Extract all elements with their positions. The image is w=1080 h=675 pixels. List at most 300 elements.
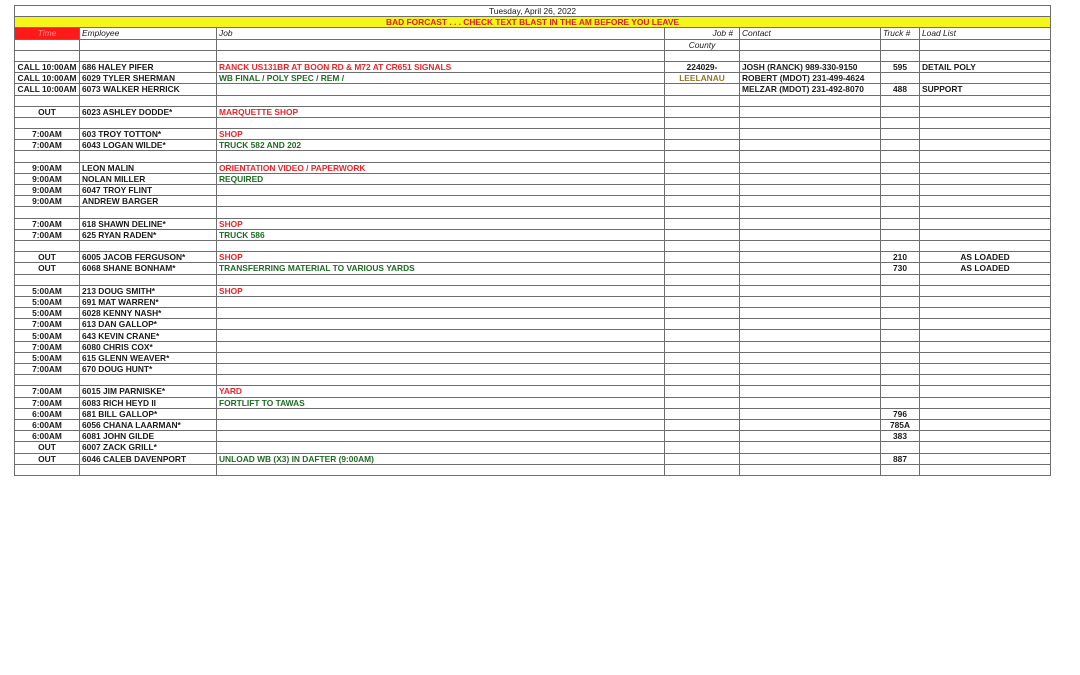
county-column-header: County (665, 39, 740, 50)
job-number-cell (665, 442, 740, 453)
column-subheader-row (15, 39, 1051, 50)
table-row (15, 173, 1051, 184)
job-cell: FORTLIFT TO TAWAS (217, 397, 665, 408)
job-cell (217, 151, 665, 162)
load-list-cell (920, 173, 1051, 184)
load-list-cell (920, 196, 1051, 207)
truck-cell: 796 (881, 408, 920, 419)
time-cell: 5:00AM (15, 352, 80, 363)
truck-cell (881, 274, 920, 285)
job-cell (217, 117, 665, 128)
table-row (15, 352, 1051, 363)
job-cell (217, 431, 665, 442)
schedule-sheet (14, 5, 1050, 476)
contact-cell (740, 185, 881, 196)
load-list-cell (920, 464, 1051, 475)
employee-cell: ANDREW BARGER (80, 196, 217, 207)
truck-cell (881, 386, 920, 397)
contact-cell (740, 240, 881, 251)
job-number-cell (665, 240, 740, 251)
load-list-cell: DETAIL POLY (920, 61, 1051, 72)
employee-cell: 618 SHAWN DELINE* (80, 218, 217, 229)
load-list-cell (920, 296, 1051, 307)
job-cell: SHOP (217, 129, 665, 140)
job-cell (217, 375, 665, 386)
time-cell: OUT (15, 263, 80, 274)
load-list-cell (920, 285, 1051, 296)
contact-cell (740, 308, 881, 319)
employee-cell: 6029 TYLER SHERMAN (80, 73, 217, 84)
spacer-row (15, 151, 1051, 162)
load-list-column-header: Load List (920, 28, 1051, 39)
time-cell: 5:00AM (15, 330, 80, 341)
time-cell: 7:00AM (15, 341, 80, 352)
load-list-cell (920, 386, 1051, 397)
load-list-cell (920, 129, 1051, 140)
time-cell (15, 274, 80, 285)
employee-cell: 6073 WALKER HERRICK (80, 84, 217, 95)
contact-cell (740, 117, 881, 128)
table-row (15, 341, 1051, 352)
contact-cell (740, 408, 881, 419)
table-row (15, 162, 1051, 173)
truck-cell (881, 95, 920, 106)
spacer-row (15, 207, 1051, 218)
job-column-header: Job (217, 28, 665, 39)
truck-cell (881, 319, 920, 330)
employee-cell: 6068 SHANE BONHAM* (80, 263, 217, 274)
job-cell (217, 296, 665, 307)
employee-cell: 6043 LOGAN WILDE* (80, 140, 217, 151)
table-row (15, 296, 1051, 307)
time-cell: 6:00AM (15, 419, 80, 430)
job-cell (217, 240, 665, 251)
job-number-cell (665, 185, 740, 196)
time-cell: 5:00AM (15, 296, 80, 307)
load-list-cell (920, 117, 1051, 128)
date-row (15, 6, 1051, 17)
table-row (15, 229, 1051, 240)
load-list-cell (920, 274, 1051, 285)
table-row (15, 61, 1051, 72)
job-number-cell (665, 84, 740, 95)
table-row (15, 129, 1051, 140)
contact-cell (740, 173, 881, 184)
job-number-cell (665, 140, 740, 151)
truck-cell: 730 (881, 263, 920, 274)
contact-cell (740, 95, 881, 106)
contact-cell (740, 207, 881, 218)
time-cell: 6:00AM (15, 408, 80, 419)
time-cell: 9:00AM (15, 196, 80, 207)
contact-cell (740, 397, 881, 408)
employee-cell: 6081 JOHN GILDE (80, 431, 217, 442)
job-number-cell (665, 151, 740, 162)
contact-cell (740, 263, 881, 274)
job-number-cell (665, 296, 740, 307)
truck-cell (881, 129, 920, 140)
job-number-cell (665, 117, 740, 128)
job-number-cell (665, 218, 740, 229)
time-cell (15, 375, 80, 386)
truck-column-header: Truck # (881, 28, 920, 39)
job-cell (217, 308, 665, 319)
load-list-cell (920, 431, 1051, 442)
time-cell (15, 464, 80, 475)
employee-cell: 6046 CALEB DAVENPORT (80, 453, 217, 464)
employee-cell: 670 DOUG HUNT* (80, 364, 217, 375)
time-cell (15, 151, 80, 162)
truck-cell (881, 117, 920, 128)
employee-cell (80, 274, 217, 285)
contact-cell (740, 352, 881, 363)
truck-cell (881, 207, 920, 218)
employee-cell: 6007 ZACK GRILL* (80, 442, 217, 453)
job-number-cell (665, 274, 740, 285)
job-number-cell (665, 129, 740, 140)
employee-cell: 681 BILL GALLOP* (80, 408, 217, 419)
job-cell (217, 196, 665, 207)
load-list-cell (920, 218, 1051, 229)
time-cell: 9:00AM (15, 173, 80, 184)
employee-cell (80, 207, 217, 218)
job-number-cell (665, 431, 740, 442)
time-cell (15, 50, 80, 61)
table-row (15, 364, 1051, 375)
truck-cell (881, 185, 920, 196)
time-cell: 5:00AM (15, 308, 80, 319)
truck-cell: 595 (881, 61, 920, 72)
contact-cell (740, 218, 881, 229)
table-row (15, 285, 1051, 296)
job-number-cell: 224029- (665, 61, 740, 72)
truck-cell (881, 364, 920, 375)
table-row (15, 84, 1051, 95)
load-list-cell (920, 207, 1051, 218)
job-number-cell (665, 95, 740, 106)
banner-row (15, 17, 1051, 28)
job-number-cell (665, 252, 740, 263)
contact-cell (740, 162, 881, 173)
truck-cell (881, 341, 920, 352)
job-number-cell (665, 308, 740, 319)
load-list-cell (920, 240, 1051, 251)
load-list-cell (920, 419, 1051, 430)
job-number-cell: LEELANAU (665, 73, 740, 84)
job-number-cell (665, 319, 740, 330)
spacer-row (15, 117, 1051, 128)
truck-cell: 383 (881, 431, 920, 442)
load-list-cell (920, 352, 1051, 363)
schedule-date: Tuesday, April 26, 2022 (15, 6, 1051, 17)
time-cell: OUT (15, 106, 80, 117)
spacer-row (15, 50, 1051, 61)
job-cell: RANCK US131BR AT BOON RD & M72 AT CR651 SIGNALS (217, 61, 665, 72)
job-number-cell (665, 229, 740, 240)
table-row (15, 196, 1051, 207)
time-cell: 7:00AM (15, 140, 80, 151)
load-list-cell (920, 162, 1051, 173)
table-row (15, 330, 1051, 341)
truck-cell (881, 397, 920, 408)
table-row (15, 185, 1051, 196)
load-list-cell (920, 341, 1051, 352)
load-list-cell (920, 106, 1051, 117)
job-number-cell (665, 162, 740, 173)
truck-cell (881, 330, 920, 341)
employee-cell: 213 DOUG SMITH* (80, 285, 217, 296)
truck-cell (881, 442, 920, 453)
truck-cell (881, 140, 920, 151)
truck-cell (881, 196, 920, 207)
contact-cell (740, 151, 881, 162)
truck-cell (881, 296, 920, 307)
table-row (15, 419, 1051, 430)
time-cell: OUT (15, 252, 80, 263)
job-cell: UNLOAD WB (X3) IN DAFTER (9:00AM) (217, 453, 665, 464)
job-cell (217, 50, 665, 61)
job-cell (217, 419, 665, 430)
table-row (15, 319, 1051, 330)
truck-cell: 488 (881, 84, 920, 95)
job-cell: REQUIRED (217, 173, 665, 184)
contact-cell (740, 442, 881, 453)
employee-cell: 6056 CHANA LAARMAN* (80, 419, 217, 430)
time-cell: 9:00AM (15, 162, 80, 173)
truck-cell: 210 (881, 252, 920, 263)
job-cell (217, 274, 665, 285)
job-number-cell (665, 173, 740, 184)
employee-cell: 6083 RICH HEYD II (80, 397, 217, 408)
employee-cell: 6047 TROY FLINT (80, 185, 217, 196)
job-cell (217, 84, 665, 95)
table-row (15, 263, 1051, 274)
time-cell: 5:00AM (15, 285, 80, 296)
truck-cell (881, 285, 920, 296)
column-header-row (15, 28, 1051, 39)
contact-cell (740, 196, 881, 207)
employee-cell (80, 464, 217, 475)
spacer-row (15, 375, 1051, 386)
load-list-cell: AS LOADED (920, 252, 1051, 263)
contact-cell (740, 431, 881, 442)
truck-cell (881, 352, 920, 363)
job-cell (217, 341, 665, 352)
contact-cell: ROBERT (MDOT) 231-499-4624 (740, 73, 881, 84)
contact-cell (740, 375, 881, 386)
truck-cell (881, 73, 920, 84)
table-row (15, 397, 1051, 408)
job-number-cell (665, 397, 740, 408)
truck-cell: 785A (881, 419, 920, 430)
table-row (15, 106, 1051, 117)
truck-cell (881, 308, 920, 319)
load-list-cell (920, 375, 1051, 386)
contact-cell (740, 419, 881, 430)
time-cell: CALL 10:00AM (15, 84, 80, 95)
time-cell: 7:00AM (15, 218, 80, 229)
contact-cell: MELZAR (MDOT) 231-492-8070 (740, 84, 881, 95)
contact-cell (740, 285, 881, 296)
contact-cell (740, 386, 881, 397)
weather-banner: BAD FORCAST . . . CHECK TEXT BLAST IN THE AM BEFORE YOU LEAVE (15, 17, 1051, 28)
time-cell: 7:00AM (15, 229, 80, 240)
employee-cell: LEON MALIN (80, 162, 217, 173)
job-number-cell (665, 419, 740, 430)
employee-cell: 643 KEVIN CRANE* (80, 330, 217, 341)
job-number-cell (665, 207, 740, 218)
contact-cell (740, 464, 881, 475)
load-list-cell: AS LOADED (920, 263, 1051, 274)
job-number-cell (665, 263, 740, 274)
job-cell (217, 408, 665, 419)
contact-cell (740, 50, 881, 61)
time-cell: 6:00AM (15, 431, 80, 442)
contact-cell (740, 319, 881, 330)
table-row (15, 442, 1051, 453)
contact-cell (740, 453, 881, 464)
time-cell: OUT (15, 442, 80, 453)
time-cell: 7:00AM (15, 386, 80, 397)
employee-cell (80, 117, 217, 128)
load-list-cell (920, 95, 1051, 106)
employee-cell: 6023 ASHLEY DODDE* (80, 106, 217, 117)
job-cell (217, 95, 665, 106)
time-cell: CALL 10:00AM (15, 61, 80, 72)
employee-cell (80, 240, 217, 251)
job-cell (217, 207, 665, 218)
job-number-cell (665, 285, 740, 296)
load-list-cell (920, 408, 1051, 419)
contact-cell (740, 252, 881, 263)
employee-column-header: Employee (80, 28, 217, 39)
contact-cell (740, 106, 881, 117)
schedule-table (14, 5, 1051, 476)
time-cell: 7:00AM (15, 364, 80, 375)
job-cell (217, 330, 665, 341)
truck-cell (881, 151, 920, 162)
job-number-cell (665, 386, 740, 397)
job-number-cell (665, 50, 740, 61)
load-list-cell (920, 185, 1051, 196)
contact-cell (740, 296, 881, 307)
truck-cell (881, 229, 920, 240)
table-row (15, 431, 1051, 442)
spacer-row (15, 240, 1051, 251)
table-row (15, 140, 1051, 151)
job-cell: WB FINAL / POLY SPEC / REM / (217, 73, 665, 84)
job-number-column-header: Job # (665, 28, 740, 39)
job-cell: TRUCK 586 (217, 229, 665, 240)
load-list-cell (920, 364, 1051, 375)
contact-cell (740, 129, 881, 140)
load-list-cell (920, 50, 1051, 61)
truck-cell (881, 173, 920, 184)
job-cell: ORIENTATION VIDEO / PAPERWORK (217, 162, 665, 173)
employee-cell: 686 HALEY PIFER (80, 61, 217, 72)
truck-cell (881, 218, 920, 229)
time-cell: 9:00AM (15, 185, 80, 196)
job-cell: MARQUETTE SHOP (217, 106, 665, 117)
job-cell: TRANSFERRING MATERIAL TO VARIOUS YARDS (217, 263, 665, 274)
contact-cell (740, 330, 881, 341)
employee-cell: 625 RYAN RADEN* (80, 229, 217, 240)
load-list-cell (920, 73, 1051, 84)
job-cell (217, 364, 665, 375)
spacer-row (15, 274, 1051, 285)
employee-cell (80, 95, 217, 106)
load-list-cell (920, 319, 1051, 330)
job-cell (217, 442, 665, 453)
job-cell: SHOP (217, 252, 665, 263)
spacer-row (15, 95, 1051, 106)
contact-cell (740, 341, 881, 352)
time-cell: 7:00AM (15, 129, 80, 140)
truck-cell (881, 464, 920, 475)
job-number-cell (665, 106, 740, 117)
table-row (15, 218, 1051, 229)
job-cell: SHOP (217, 218, 665, 229)
employee-cell: 6005 JACOB FERGUSON* (80, 252, 217, 263)
time-cell (15, 117, 80, 128)
job-number-cell (665, 352, 740, 363)
job-cell: SHOP (217, 285, 665, 296)
job-cell: YARD (217, 386, 665, 397)
job-cell (217, 352, 665, 363)
employee-cell: 6015 JIM PARNISKE* (80, 386, 217, 397)
job-number-cell (665, 375, 740, 386)
employee-cell (80, 50, 217, 61)
job-number-cell (665, 408, 740, 419)
load-list-cell (920, 229, 1051, 240)
job-cell (217, 464, 665, 475)
employee-cell: 603 TROY TOTTON* (80, 129, 217, 140)
load-list-cell (920, 330, 1051, 341)
job-number-cell (665, 330, 740, 341)
table-row (15, 73, 1051, 84)
truck-cell (881, 50, 920, 61)
load-list-cell (920, 151, 1051, 162)
time-cell (15, 240, 80, 251)
load-list-cell (920, 442, 1051, 453)
truck-cell (881, 106, 920, 117)
table-row (15, 408, 1051, 419)
spacer-row (15, 464, 1051, 475)
time-cell: 7:00AM (15, 319, 80, 330)
time-cell (15, 95, 80, 106)
table-row (15, 252, 1051, 263)
contact-column-header: Contact (740, 28, 881, 39)
table-row (15, 453, 1051, 464)
table-row (15, 308, 1051, 319)
employee-cell: NOLAN MILLER (80, 173, 217, 184)
job-cell (217, 319, 665, 330)
job-number-cell (665, 453, 740, 464)
contact-cell (740, 229, 881, 240)
contact-cell (740, 274, 881, 285)
time-cell: OUT (15, 453, 80, 464)
truck-cell (881, 162, 920, 173)
employee-cell (80, 375, 217, 386)
load-list-cell (920, 140, 1051, 151)
contact-cell: JOSH (RANCK) 989-330-9150 (740, 61, 881, 72)
job-cell (217, 185, 665, 196)
contact-cell (740, 364, 881, 375)
job-number-cell (665, 364, 740, 375)
load-list-cell (920, 397, 1051, 408)
employee-cell: 6080 CHRIS COX* (80, 341, 217, 352)
job-number-cell (665, 341, 740, 352)
